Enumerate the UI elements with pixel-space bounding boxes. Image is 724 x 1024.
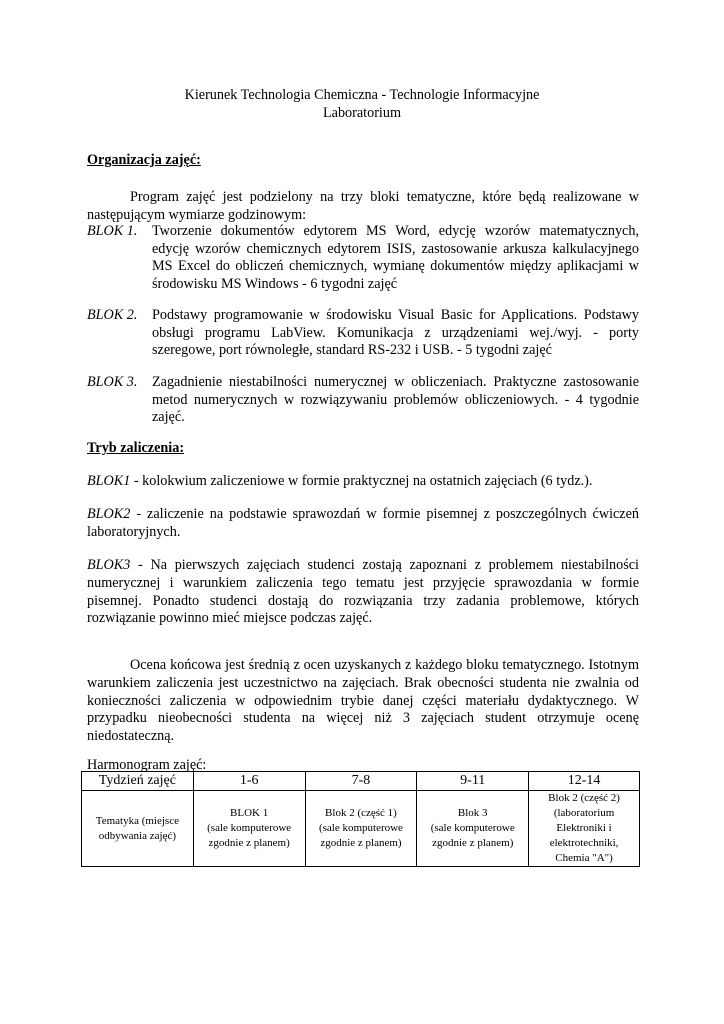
blok-3-text: Zagadnienie niestabilności numerycznej w obliczeniach. Praktyczne zastosowanie metod numerycznych w rozwiązywaniu problemów obliczeniowych. - 4 tygodnie zajęć. bbox=[152, 374, 639, 426]
ocena-paragraph: Ocena końcowa jest średnią z ocen uzyskanych z każdego bloku tematycznego. Istotnym warunkiem zaliczenia jest uczestnictwo na zajęciach. Brak obecności studenta nie zwalnia od konieczności zaliczenia w odpowiednim trybie danej części materiału dydaktycznego. W przypadku nieobecności studenta na więcej niż 3 zajęciach student otrzymuje ocenę niedostateczną. bbox=[87, 657, 639, 745]
table-row-label: Tematyka (miejsce odbywania zajęć) bbox=[82, 791, 194, 867]
tryb-blok3-text: - Na pierwszych zajęciach studenci zostają zapoznani z problemem niestabilności numerycznej i warunkiem zaliczenia tego tematu jest przyjęcie sprawozdania w formie pisemnej. Ponadto studenci dostają do rozwiązania trzy zadania problemowe, których rozwiązanie powinno mieć miejsce podczas zajęć. bbox=[87, 557, 639, 627]
table-cell: Blok 2 (część 1) (sale komputerowe zgodnie z planem) bbox=[305, 791, 417, 867]
table-header-cell: Tydzień zajęć bbox=[82, 772, 194, 791]
table-cell: Blok 3 (sale komputerowe zgodnie z planem) bbox=[417, 791, 529, 867]
table-header-cell: 12-14 bbox=[529, 772, 640, 791]
blok-1-text: Tworzenie dokumentów edytorem MS Word, edycję wzorów matematycznych, edycję wzorów chemicznych edytorem ISIS, zastosowanie arkusza kalkulacyjnego MS Excel do obliczeń chemicznych, wymianę dokumentów między aplikacjami w środowisku MS Windows - 6 tygodni zajęć bbox=[152, 223, 639, 292]
section-title-organizacja: Organizacja zajęć: bbox=[87, 152, 201, 168]
table-header-row bbox=[82, 772, 640, 791]
harmonogram-title: Harmonogram zajęć: bbox=[87, 757, 207, 773]
blok-2-text: Podstawy programowanie w środowisku Visual Basic for Applications. Podstawy obsługi programu LabView. Komunikacja z urządzeniami wej./wyj. - porty szeregowe, port równoległe, standard RS-232 i USB. - 5 tygodni zajęć bbox=[152, 307, 639, 359]
tryb-blok3-label: BLOK3 bbox=[87, 557, 131, 573]
tryb-blok3 bbox=[87, 557, 639, 628]
tryb-blok2-text: - zaliczenie na podstawie sprawozdań w formie pisemnej z poszczególnych ćwiczeń laboratoryjnych. bbox=[87, 506, 639, 540]
harmonogram-table bbox=[81, 771, 640, 867]
blok-2-item bbox=[87, 307, 639, 360]
blok-3-label: BLOK 3. bbox=[87, 374, 138, 390]
blok-2-label: BLOK 2. bbox=[87, 307, 138, 323]
table-cell: BLOK 1 (sale komputerowe zgodnie z planem) bbox=[193, 791, 305, 867]
blok-1-item bbox=[87, 223, 639, 293]
blok-1-label: BLOK 1. bbox=[87, 223, 138, 239]
section-title-tryb: Tryb zaliczenia: bbox=[87, 440, 185, 456]
document-title: Kierunek Technologia Chemiczna - Technologie Informacyjne bbox=[184, 87, 540, 103]
table-header-cell: 7-8 bbox=[305, 772, 417, 791]
table-header-cell: 1-6 bbox=[193, 772, 305, 791]
tryb-blok1 bbox=[87, 473, 639, 491]
table-header-cell: 9-11 bbox=[417, 772, 529, 791]
blok-3-item bbox=[87, 374, 639, 427]
table-row bbox=[82, 791, 640, 867]
tryb-blok2 bbox=[87, 506, 639, 542]
document-subtitle: Laboratorium bbox=[322, 105, 401, 121]
tryb-blok1-text: - kolokwium zaliczeniowe w formie praktycznej na ostatnich zajęciach (6 tydz.). bbox=[130, 473, 593, 489]
intro-paragraph: Program zajęć jest podzielony na trzy bloki tematyczne, które będą realizowane w następującym wymiarze godzinowym: bbox=[87, 189, 639, 223]
tryb-blok2-label: BLOK2 bbox=[87, 506, 131, 522]
table-cell: Blok 2 (część 2) (laboratorium Elektroniki i elektrotechniki, Chemia "A") bbox=[529, 791, 640, 867]
tryb-blok1-label: BLOK1 bbox=[87, 473, 131, 489]
